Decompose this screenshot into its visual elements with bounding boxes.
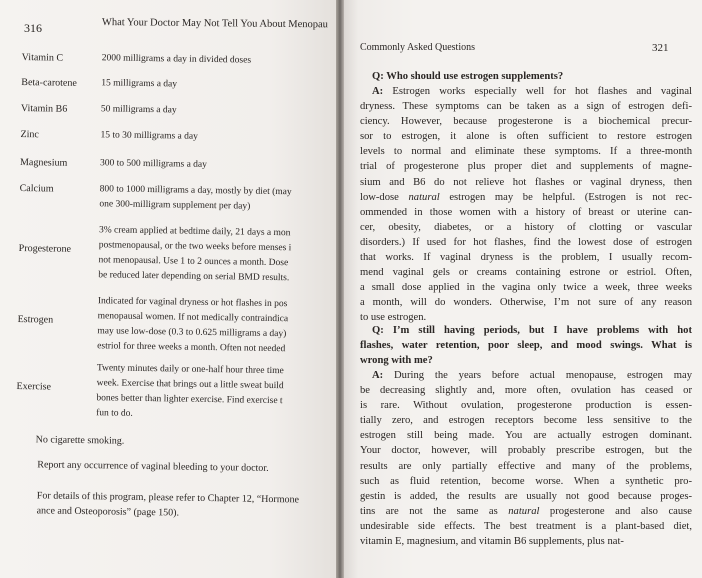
dosage-line: 50 milligrams a day	[100, 104, 177, 116]
emphasis-natural: natural	[408, 191, 440, 203]
answer-line: to use estrogen.	[360, 312, 427, 324]
supplement-row	[0, 101, 336, 116]
answer-line: tins are not the same as natural progesterone and also cause	[360, 505, 692, 517]
book-gutter	[336, 0, 344, 578]
supplement-row	[0, 50, 336, 66]
note-line: ance and Osteoporosis” (page 150).	[36, 505, 180, 519]
right-page-number: 321	[652, 42, 669, 54]
question-line: Q: I’m still having periods, but I have problems with hot	[372, 325, 692, 336]
supplement-name: Calcium	[19, 183, 54, 195]
supplement-name: Zinc	[20, 129, 39, 141]
answer-label: A:	[372, 370, 384, 381]
supplement-row	[0, 293, 336, 355]
answer-line: results are only partially effective and many of the problems,	[360, 460, 692, 472]
question-line: Q: Who should use estrogen supplements?	[372, 71, 564, 82]
supplement-name: Vitamin C	[21, 52, 64, 64]
supplement-row	[0, 181, 336, 212]
left-running-head: What Your Doctor May Not Tell You About Menopau	[101, 17, 328, 31]
dosage-line: menopausal women. If not medically contraindica	[97, 311, 289, 325]
supplement-dosage	[99, 182, 333, 216]
answer-line: Your doctor, however, will probably prescribe estrogen, but the	[360, 445, 692, 457]
program-note	[36, 488, 299, 522]
supplement-dosage	[97, 294, 332, 358]
supplement-dosage	[98, 223, 333, 287]
supplement-dosage	[101, 76, 335, 95]
program-note	[36, 432, 125, 448]
emphasis-natural: natural	[508, 505, 540, 517]
dosage-line: may use low-dose (0.3 to 0.625 milligrams a day)	[97, 326, 287, 340]
note-line: For details of this program, please refer to Chapter 12, “Hormone	[36, 490, 300, 506]
dosage-line: 3% cream applied at bedtime daily, 21 days a mon	[98, 225, 291, 239]
answer-line: levels to normal and eliminate these symptoms. If a three-month	[360, 146, 692, 158]
question-1	[360, 69, 692, 84]
answer-line: mend vaginal gels or creams containing estrone or estriol. Often,	[360, 267, 692, 279]
dosage-line: not menopausal. Use 1 to 2 ounces a month. Dose	[98, 255, 289, 269]
answer-1	[360, 84, 692, 326]
dosage-line: one 300-milligram supplement per day)	[99, 199, 251, 212]
answer-line: vitamin E, magnesium, and vitamin B6 supplements, plus nat-	[360, 536, 624, 548]
answer-line: tially zero, and estrogen receptors become less sensitive to the	[360, 415, 692, 427]
supplement-table	[0, 0, 336, 578]
left-page	[0, 0, 336, 578]
note-line: No cigarette smoking.	[35, 434, 125, 447]
dosage-line: 2000 milligrams a day in divided doses	[101, 53, 252, 66]
answer-line: low-dose natural estrogen may be helpful. (Estrogen is not rec-	[360, 191, 692, 203]
answer-line: is rare. Without ovulation, progesterone production is essen-	[360, 400, 692, 412]
answer-line: ciency. However, because progesterone is a biochemical precur-	[360, 116, 692, 128]
answer-line: such as fluid retention, become worse. When a synthetic pro-	[360, 475, 692, 487]
answer-line: a small dose applied in the vagina only twice a week, three weeks	[360, 282, 692, 294]
answer-line: A: During the years before actual menopause, estrogen may	[372, 370, 692, 381]
answer-label: A:	[372, 86, 384, 97]
question-line: wrong with me?	[360, 355, 433, 367]
dosage-line: estriol for three weeks a month. Often not needed	[97, 341, 286, 355]
supplement-name: Beta-carotene	[21, 77, 77, 89]
dosage-line: 300 to 500 milligrams a day	[99, 158, 208, 170]
question-line: flashes, water retention, poor sleep, and mood swings. What is	[360, 340, 692, 352]
supplement-dosage	[102, 51, 336, 70]
answer-line: cer, obesity, diabetes, or a history of clotting or vascular	[360, 221, 692, 233]
answer-line: sium and B6 do not relieve hot flashes or vaginal dryness, then	[360, 176, 692, 188]
left-page-number: 316	[24, 21, 42, 35]
dosage-line: week. Exercise that brings out a little sweat build	[96, 378, 284, 392]
supplement-row	[0, 155, 336, 170]
supplement-name: Vitamin B6	[20, 103, 68, 115]
dosage-line: Indicated for vaginal dryness or hot flashes in pos	[97, 296, 288, 310]
dosage-line: be reduced later depending on serial BMD results.	[98, 270, 290, 284]
answer-line: a month, will do wonders. Otherwise, I’m not sure of any reason	[360, 297, 692, 309]
program-note	[37, 457, 269, 476]
right-running-head: Commonly Asked Questions	[360, 42, 476, 53]
answer-line: sor to estrogen, it alone is often sufficient to restore estrogen	[360, 131, 692, 143]
supplement-name: Progesterone	[18, 243, 72, 255]
note-line: Report any occurrence of vaginal bleeding to your doctor.	[37, 459, 269, 474]
question-2	[360, 323, 692, 368]
answer-line: estrogen still being made. You are actually estrogen dominant.	[360, 430, 692, 442]
dosage-line: bones better than lighter exercise. Find exercise t	[96, 393, 283, 407]
answer-line: that works. If vaginal dryness is the problem, I usually recom-	[360, 252, 692, 264]
dosage-line: 15 milligrams a day	[101, 78, 178, 90]
dosage-line: postmenopausal, or the two weeks before menses i	[98, 240, 292, 254]
answer-line: gestin is added, the results are usually not good because proges-	[360, 490, 692, 502]
dosage-line: fun to do.	[96, 408, 133, 419]
answer-line: dryness. These symptoms can be taken as a sign of estrogen defi-	[360, 101, 692, 113]
dosage-line: Twenty minutes daily or one-half hour three time	[96, 363, 284, 377]
supplement-name: Estrogen	[17, 313, 54, 326]
supplement-row	[0, 75, 336, 90]
supplement-dosage	[100, 156, 334, 175]
answer-line: ommended in those women with a history of breast or uterine can-	[360, 206, 692, 218]
supplement-dosage	[101, 102, 335, 121]
supplement-row	[0, 222, 336, 284]
supplement-dosage	[96, 361, 331, 425]
supplement-name: Exercise	[16, 380, 52, 393]
supplement-row	[0, 360, 335, 419]
answer-line: undesirable side effects. The best treatment is a plant-based diet,	[360, 520, 692, 532]
right-page	[344, 0, 702, 578]
answer-line: A: Estrogen works especially well for hot flashes and vaginal	[372, 86, 692, 97]
answer-line: trial of progesterone plus proper diet and supplements of magne-	[360, 161, 692, 173]
supplement-name: Magnesium	[19, 157, 68, 169]
dosage-line: 800 to 1000 milligrams a day, mostly by diet (may	[99, 184, 292, 198]
supplement-row	[0, 127, 336, 142]
answer-line: be decreasing slightly and, more often, ovulation has ceased or	[360, 385, 692, 397]
answer-line: disorders.) If used for hot flashes, find the lowest dose of estrogen	[360, 236, 692, 248]
dosage-line: 15 to 30 milligrams a day	[100, 130, 198, 142]
answer-2	[360, 368, 692, 549]
supplement-dosage	[100, 128, 334, 147]
